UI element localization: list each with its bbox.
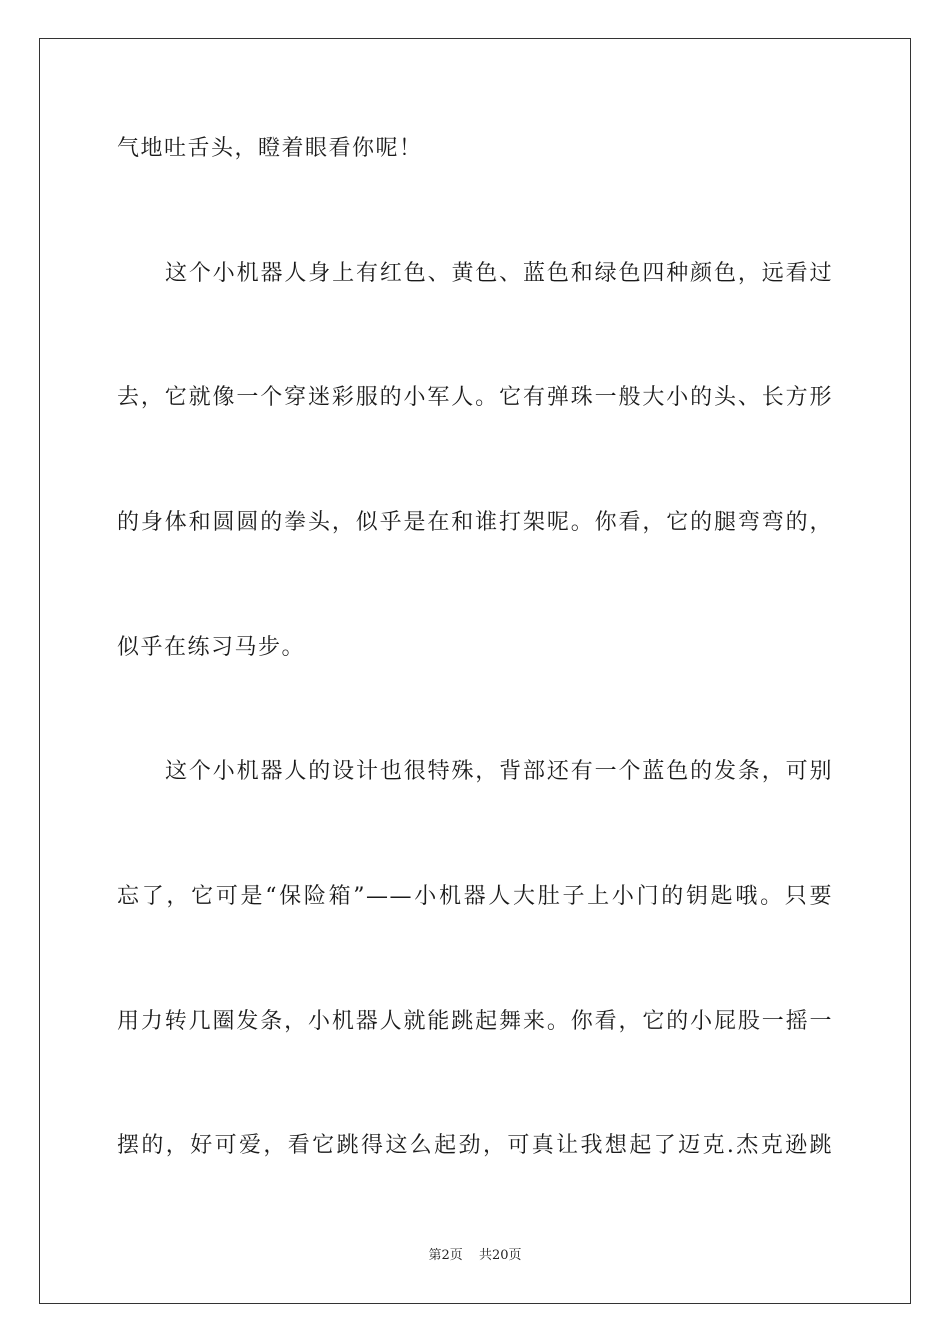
text-line: 用力转几圈发条，小机器人就能跳起舞来。你看，它的小屁股一摇一 [117, 1009, 833, 1034]
page-number: 第2页 [428, 1248, 463, 1263]
text-line: 的身体和圆圆的拳头，似乎是在和谁打架呢。你看，它的腿弯弯的， [117, 510, 833, 535]
page-total: 共20页 [478, 1248, 522, 1263]
page-footer [0, 1247, 950, 1265]
paragraph-first-line: 这个小机器人身上有红色、黄色、蓝色和绿色四种颜色，远看过 [165, 261, 833, 286]
text-line: 忘了，它可是“保险箱”——小机器人大肚子上小门的钥匙哦。只要 [117, 884, 833, 909]
text-line: 摆的，好可爱，看它跳得这么起劲，可真让我想起了迈克.杰克逊跳 [117, 1133, 833, 1158]
paragraph-first-line: 这个小机器人的设计也很特殊，背部还有一个蓝色的发条，可别 [165, 759, 833, 784]
text-line: 去，它就像一个穿迷彩服的小军人。它有弹珠一般大小的头、长方形 [117, 385, 833, 410]
page-border [39, 38, 911, 1304]
text-line: 似乎在练习马步。 [117, 635, 306, 660]
text-line: 气地吐舌头，瞪着眼看你呢！ [117, 136, 423, 161]
